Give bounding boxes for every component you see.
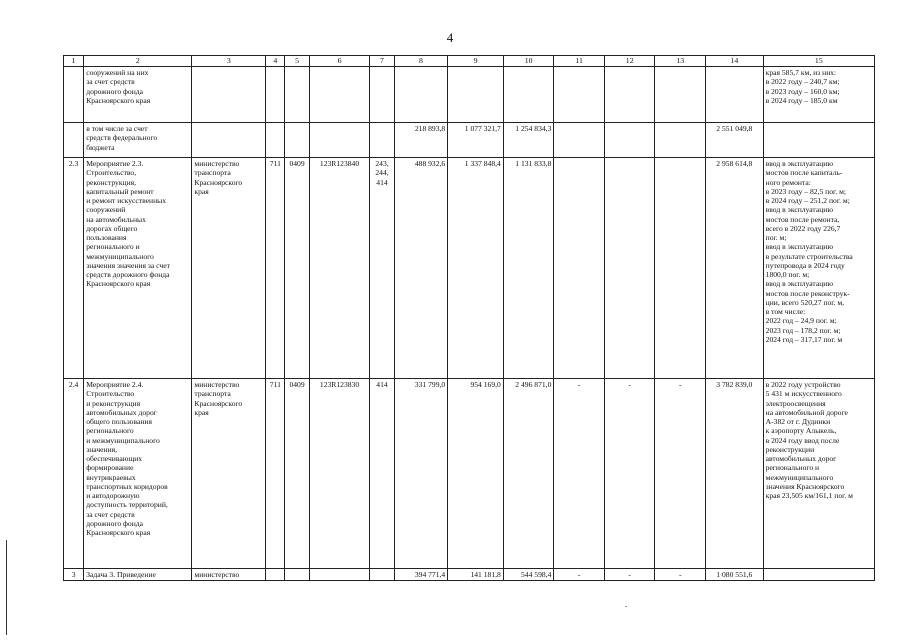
expense-type-cell: 243, 244, 414 [370, 158, 394, 379]
expected-result-cell: края 585,7 км, из них: в 2022 году – 240,7 км; в 2023 году – 160,0 км; в 2024 году – 185,0 км [763, 67, 874, 123]
scan-speck [625, 606, 627, 607]
column-number: 15 [763, 56, 874, 67]
executor-cell [192, 123, 266, 158]
scan-margin-line [6, 540, 7, 635]
table-row [64, 123, 875, 158]
item-number-cell: 3 [64, 569, 84, 581]
amount-cell: 954 169,0 [448, 379, 504, 569]
column-number: 1 [64, 56, 84, 67]
amount-cell: - [655, 569, 706, 581]
column-number: 13 [655, 56, 706, 67]
table-row [64, 67, 875, 123]
column-number: 7 [370, 56, 394, 67]
amount-cell: 488 932,6 [394, 158, 448, 379]
expense-type-cell: 414 [370, 379, 394, 569]
amount-cell [503, 67, 554, 123]
column-number: 10 [503, 56, 554, 67]
total-cell: 1 080 551,6 [706, 569, 764, 581]
column-number: 8 [394, 56, 448, 67]
amount-cell [604, 123, 655, 158]
section-code-cell [285, 569, 309, 581]
amount-cell: 1 254 834,3 [503, 123, 554, 158]
grbs-code-cell [266, 67, 285, 123]
expected-result-cell: в 2022 году устройство 5 431 м искусственного электроосвещения на автомобильной дороге А-382 от г. Дудинки к аэропорту Алыкель, в 2024 году ввод после реконструкции автомобильных дорог регионального и межмуниципального значения Красноярского края 23,505 км/161,1 пог. м [763, 379, 874, 569]
amount-cell: 331 799,0 [394, 379, 448, 569]
amount-cell [655, 158, 706, 379]
amount-cell: - [604, 379, 655, 569]
activity-name-cell: Мероприятие 2.3. Строительство, реконструкция, капитальный ремонт и ремонт искусственных сооружений на автомобильных дорогах общего пользования регионального и межмуниципального значения значения за счет средств дорожного фонда Красноярского края [84, 158, 192, 379]
section-code-cell: 0409 [285, 379, 309, 569]
amount-cell: 544 598,4 [503, 569, 554, 581]
item-number-cell [64, 123, 84, 158]
column-number-row [64, 56, 875, 67]
total-cell [706, 67, 764, 123]
total-cell: 2 551 049,8 [706, 123, 764, 158]
amount-cell: - [554, 569, 605, 581]
section-code-cell [285, 67, 309, 123]
amount-cell: 1 131 833,8 [503, 158, 554, 379]
amount-cell [655, 123, 706, 158]
column-number: 6 [309, 56, 370, 67]
column-number: 5 [285, 56, 309, 67]
column-number: 11 [554, 56, 605, 67]
target-article-cell [309, 67, 370, 123]
grbs-code-cell [266, 569, 285, 581]
section-code-cell [285, 123, 309, 158]
column-number: 2 [84, 56, 192, 67]
item-number-cell: 2.4 [64, 379, 84, 569]
executor-cell: министерство [192, 569, 266, 581]
total-cell: 2 958 614,8 [706, 158, 764, 379]
column-number: 9 [448, 56, 504, 67]
expected-result-cell [763, 569, 874, 581]
executor-cell [192, 67, 266, 123]
amount-cell [655, 67, 706, 123]
expense-type-cell [370, 67, 394, 123]
item-number-cell: 2.3 [64, 158, 84, 379]
total-cell: 3 782 839,0 [706, 379, 764, 569]
column-number: 3 [192, 56, 266, 67]
amount-cell [554, 158, 605, 379]
expected-result-cell [763, 123, 874, 158]
amount-cell [554, 67, 605, 123]
table-row [64, 569, 875, 581]
expected-result-cell: ввод в эксплуатацию мостов после капиталь- ного ремонта: в 2023 году – 82,5 пог. м; в 2024 году – 251,2 пог. м; ввод в эксплуатацию мостов после ремонта, всего в 2022 году 226,7 пог. м; ввод в эксплуатацию в результате строительства путепровода в 2024 году 1800,0 пог. м; ввод в эксплуатацию мостов после реконструк- ции, всего 520,27 пог. м, в том числе: 2022 год – 24,9 пог. м; 2023 год – 178,2 пог. м; 2024 год – 317,17 пог. м [763, 158, 874, 379]
expense-type-cell [370, 569, 394, 581]
activity-name-cell: в том числе за счет средств федерального бюджета [84, 123, 192, 158]
amount-cell: 218 893,8 [394, 123, 448, 158]
amount-cell [604, 67, 655, 123]
amount-cell [604, 158, 655, 379]
target-article-cell [309, 123, 370, 158]
amount-cell: 2 496 871,0 [503, 379, 554, 569]
target-article-cell: 123R123840 [309, 158, 370, 379]
executor-cell: министерство транспорта Красноярского края [192, 158, 266, 379]
amount-cell: 1 077 321,7 [448, 123, 504, 158]
item-number-cell [64, 67, 84, 123]
column-number: 4 [266, 56, 285, 67]
amount-cell: - [604, 569, 655, 581]
target-article-cell: 123R123830 [309, 379, 370, 569]
activity-name-cell: Задача 3. Приведение [84, 569, 192, 581]
amount-cell: 394 771,4 [394, 569, 448, 581]
amount-cell [448, 67, 504, 123]
grbs-code-cell: 711 [266, 379, 285, 569]
budget-table [63, 55, 875, 581]
table-row [64, 158, 875, 379]
amount-cell: - [554, 379, 605, 569]
amount-cell [394, 67, 448, 123]
amount-cell: 1 337 848,4 [448, 158, 504, 379]
executor-cell: министерство транспорта Красноярского края [192, 379, 266, 569]
amount-cell: - [655, 379, 706, 569]
table-row [64, 379, 875, 569]
section-code-cell: 0409 [285, 158, 309, 379]
grbs-code-cell: 711 [266, 158, 285, 379]
activity-name-cell: сооружений на них за счет средств дорожного фонда Красноярского края [84, 67, 192, 123]
activity-name-cell: Мероприятие 2.4. Строительство и реконструкция автомобильных дорог общего пользования регионального и межмуниципального значения, обеспечивающих формирование внутрикраевых транспортных коридоров и автодорожную доступность территорий, за счет средств дорожного фонда Красноярского края [84, 379, 192, 569]
grbs-code-cell [266, 123, 285, 158]
amount-cell: 141 181,8 [448, 569, 504, 581]
column-number: 14 [706, 56, 764, 67]
column-number: 12 [604, 56, 655, 67]
page-number: 4 [446, 30, 454, 45]
expense-type-cell [370, 123, 394, 158]
amount-cell [554, 123, 605, 158]
target-article-cell [309, 569, 370, 581]
